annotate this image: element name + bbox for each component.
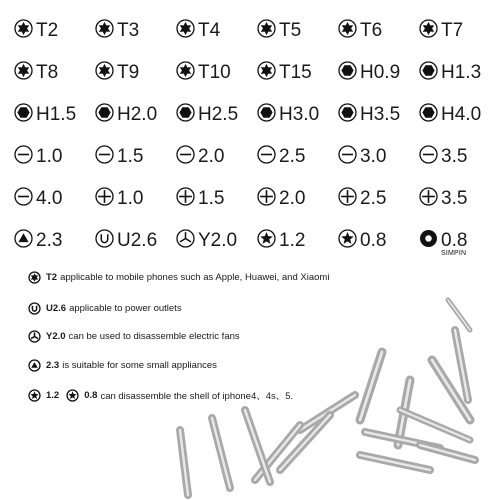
bit-cell [257,94,338,136]
bit-size-label: 2.5 [279,146,306,167]
note-bit-code: 1.2 [46,389,60,401]
torx-icon [28,271,41,284]
screwdriver-bit [432,360,470,420]
bit-size-label: T3 [117,20,140,41]
note-text: can disassemble the shell of iphone4、4s、5. [100,391,294,402]
screwdriver-bit [400,410,470,440]
slotted-icon [257,145,276,170]
bit-highlight [420,445,475,460]
screwdriver-bit [360,455,430,470]
usage-note [28,271,329,284]
bit-size-label: T15 [279,62,312,83]
bit-cell [419,10,500,52]
pentalobe-icon [28,389,41,402]
bit-size-label: 4.0 [36,188,63,209]
bit-size-label: T10 [198,62,231,83]
torx-icon [257,61,276,86]
slotted-icon [95,145,114,170]
note-bit-code: T2 [46,272,58,283]
bit-cell [95,178,176,220]
bit-size-label: 0.8 [360,230,387,251]
usage-note [28,388,293,402]
bit-highlight [360,352,382,420]
bit-size-label: H2.0 [117,104,158,125]
bit-size-label: H3.5 [360,104,401,125]
bit-cell [176,136,257,178]
pentalobe-icon [66,389,79,402]
bit-cell [257,136,338,178]
bit-size-label: T6 [360,20,383,41]
torx-icon [338,19,357,44]
bit-highlight [398,380,410,445]
bit-size-label: 2.5 [360,188,387,209]
slotted-icon [14,187,33,212]
simpin-caption: SIMPIN [441,250,467,257]
bit-cell [419,178,500,220]
hex-icon [257,103,276,128]
simpin-icon [419,229,438,254]
bit-cell [419,94,500,136]
bit-cell [14,178,95,220]
screwdriver-bit [420,445,475,460]
bit-size-label: 3.5 [441,146,468,167]
bit-cell [419,136,500,178]
bit-cell [338,220,419,262]
note-text: applicable to mobile phones such as Apple, Huawei, and Xiaomi [60,272,330,283]
hex-icon [95,103,114,128]
bit-size-label: H4.0 [441,104,482,125]
torx-icon [95,61,114,86]
screwdriver-bit [398,380,410,445]
pentalobe-icon [338,229,357,254]
bit-size-label: H0.9 [360,62,401,83]
screwdriver-bit [280,415,330,470]
slotted-icon [14,145,33,170]
usage-note [28,359,217,372]
phillips-icon [338,187,357,212]
bit-size-label: T5 [279,20,302,41]
bit-cell [176,52,257,94]
bit-size-label: 0.8 [441,230,468,251]
screwdriver-bit [212,418,230,488]
note-text: is suitable for some small appliances [62,360,217,371]
slotted-icon [338,145,357,170]
bit-size-label: 1.5 [198,188,225,209]
hex-icon [14,103,33,128]
phillips-icon [176,187,195,212]
bit-size-label: 1.2 [279,230,306,251]
bit-size-label: U2.6 [117,230,158,251]
bit-cell [95,220,176,262]
bit-cell [14,220,95,262]
tri-wing-icon [28,330,41,343]
bit-cell [95,136,176,178]
torx-icon [95,19,114,44]
bit-highlight [448,300,470,330]
torx-icon [14,19,33,44]
bit-highlight [300,395,355,430]
bit-size-label: H2.5 [198,104,239,125]
bit-cell [176,10,257,52]
bit-size-label: T9 [117,62,140,83]
bit-cell [176,220,257,262]
note-bit-code: 2.3 [46,360,60,371]
u-shape-icon [95,229,114,254]
screwdriver-bit [180,430,188,495]
hex-icon [338,103,357,128]
bit-cell [14,94,95,136]
note-bit-code-secondary: 0.8 [84,389,98,401]
screwdriver-bit [448,300,470,330]
bit-size-label: H1.5 [36,104,77,125]
torx-icon [257,19,276,44]
bit-highlight [255,425,300,480]
phillips-icon [257,187,276,212]
bit-size-label: 1.0 [117,188,144,209]
torx-icon [419,19,438,44]
note-text: applicable to power outlets [69,303,182,314]
triangle-icon [28,359,41,372]
bit-cell [257,220,338,262]
phillips-icon [419,187,438,212]
torx-icon [176,61,195,86]
bit-cell [257,52,338,94]
bit-highlight [360,455,430,470]
bit-cell [338,10,419,52]
bit-size-label: T8 [36,62,59,83]
slotted-icon [419,145,438,170]
bit-cell [176,178,257,220]
screwdriver-bit [365,432,440,448]
bit-size-label: 2.3 [36,230,63,251]
bit-highlight [180,430,188,495]
bit-cell [257,10,338,52]
hex-icon [338,61,357,86]
hex-icon [419,103,438,128]
bit-cell [95,52,176,94]
torx-icon [176,19,195,44]
note-bit-code: U2.6 [46,303,67,314]
usage-note [28,302,182,315]
bit-cell [95,10,176,52]
bit-cell [338,178,419,220]
bit-size-label: 2.0 [198,146,225,167]
bit-cell [338,94,419,136]
bit-highlight [365,432,440,448]
bit-size-grid [14,10,500,262]
bit-size-label: H1.3 [441,62,482,83]
bit-cell [257,178,338,220]
bit-size-label: 1.5 [117,146,144,167]
bit-size-label: T7 [441,20,464,41]
bit-highlight [280,415,330,470]
triangle-icon [14,229,33,254]
pentalobe-icon [257,229,276,254]
bit-cell [95,94,176,136]
bit-size-label: 2.0 [279,188,306,209]
bit-cell [14,10,95,52]
bit-cell [14,52,95,94]
screwdriver-bit [360,352,382,420]
bit-highlight [400,410,470,440]
phillips-icon [95,187,114,212]
bit-size-label: T2 [36,20,59,41]
bit-size-label: 3.0 [360,146,387,167]
hex-icon [176,103,195,128]
bit-highlight [455,330,468,400]
bit-cell [338,136,419,178]
bit-size-label: Y2.0 [198,230,238,251]
bit-size-label: 1.0 [36,146,63,167]
bit-size-label: T4 [198,20,221,41]
bit-cell [419,52,500,94]
bit-cell [176,94,257,136]
torx-icon [14,61,33,86]
slotted-icon [176,145,195,170]
bit-size-label: H3.0 [279,104,320,125]
note-bit-code: Y2.0 [46,331,66,342]
note-text: can be used to disassemble electric fans [68,331,240,342]
hex-icon [419,61,438,86]
screwdriver-bit [245,410,270,482]
u-shape-icon [28,302,41,315]
bit-size-label: 3.5 [441,188,468,209]
screwdriver-bit [300,395,355,430]
bit-highlight [245,410,270,482]
usage-note [28,330,240,343]
bit-highlight [212,418,230,488]
bit-cell [419,220,500,262]
bit-highlight [432,360,470,420]
tri-wing-icon [176,229,195,254]
screwdriver-bit [455,330,468,400]
bit-cell [14,136,95,178]
bit-cell [338,52,419,94]
screwdriver-bit [255,425,300,480]
